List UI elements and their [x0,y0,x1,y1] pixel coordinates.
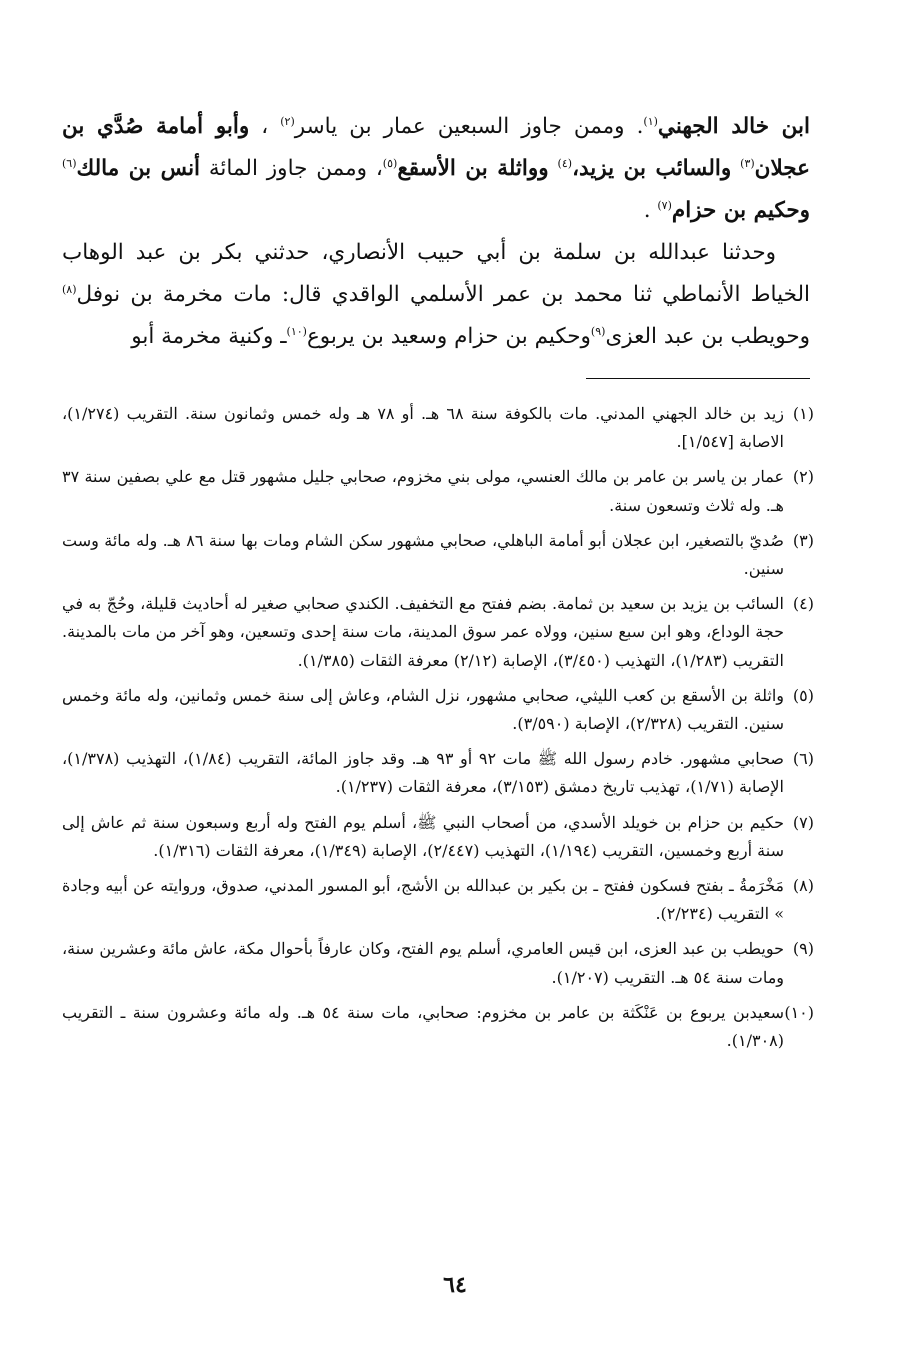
footnote-ref: (٨) [62,282,77,296]
footnote-ref: (٣) [740,156,755,170]
footnote-number: (٩) [792,939,815,959]
text-run: وحويطب بن عبد العزى [605,324,810,349]
footnote-10 [62,999,814,1055]
footnote-text: السائب بن يزيد بن سعيد بن ثمامة. بضم ففتح مع التخفيف. الكندي صحابي صغير له أحاديث قليلة، وحُجّ به في حجة الوداع، وهو ابن سبع سنين، وولاه عمر سوق المدينة، مات سنة إحدى وتسعين، وهو آخر من مات بالمدينة. التقريب (١/٢٨٣)، التهذيب (٣/٤٥٠)، الإصابة (٢/١٢) معرفة الثقات (١/٣٨٥). [62,594,785,670]
narrator-name: والسائب بن يزيد، [572,156,732,181]
footnote-text: صحابي مشهور. خادم رسول الله ﷺ مات ٩٢ أو ٩٣ هـ. وقد جاوز المائة، التقريب (١/٨٤)، التهذيب (١/٣٧٨)، الإصابة (١/٧١)، تهذيب تاريخ دمشق (٣/١٥٣)، معرفة الثقات (١/٢٣٧). [62,749,785,797]
footnote-ref: (٥) [382,156,398,170]
footnotes-section [62,400,814,1062]
footnote-ref: (١٠) [286,324,307,338]
footnote-number: (٣) [792,530,815,550]
footnote-2 [62,463,814,519]
footnote-number: (١٠) [784,1002,814,1022]
footnote-text: سعيدبن يربوع بن عَنْكَثة بن عامر بن مخزوم: صحابي، مات سنة ٥٤ هـ. وله مائة وعشرون سنة ـ التقريب (١/٣٠٨). [62,1002,784,1051]
footnote-text: صُديّ بالتصغير، ابن عجلان أبو أمامة الباهلي، صحابي مشهور سكن الشام ومات بها سنة ٨٦ هـ. وله مائة وست سنين. [62,530,785,579]
text-run: وحدثنا عبدالله بن سلمة بن أبي حبيب الأنصاري، حدثني بكر بن عبد الوهاب الخياط الأنماطي ثنا محمد بن عمر الأسلمي الواقدي قال: مات مخرمة بن نوفل [62,240,810,307]
footnote-number: (٤) [792,594,814,614]
footnote-4 [62,590,814,675]
footnote-number: (٨) [792,876,815,896]
text-run: وحكيم بن حزام وسعيد بن يربوع [306,324,591,349]
narrator-name: ابن خالد الجهني [657,114,810,139]
footnote-text: حويطب بن عبد العزى، ابن قيس العامري، أسلم يوم الفتح، وكان عارفاً بأحوال مكة، عاش مائة وعشرين سنة، ومات سنة ٥٤ هـ. التقريب (١/٢٠٧). [62,939,785,987]
footnote-text: مَخْرَمةُ ـ بفتح فسكون ففتح ـ بن بكير بن عبدالله بن الأشج، أبو المسور المدني، صدوق، وروايته عن أبيه وجادة » التقريب (٢/٢٣٤). [62,876,785,924]
footnote-7 [62,809,814,865]
narrator-name: وأبو أمامة صُدَّي بن عجلان [62,114,810,181]
narrator-name: وحكيم بن حزام [671,198,810,223]
text-run: . وممن جاوز السبعين عمار بن ياسر [294,114,644,139]
text-run [731,156,740,181]
footnote-number: (١) [792,404,815,423]
narrator-name: وواثلة بن الأسقع [397,156,549,181]
text-run: ـ وكنية مخرمة أبو [131,324,287,349]
footnote-number: (٦) [792,749,815,769]
footnote-5 [62,682,814,738]
narrator-name: أنس بن مالك [76,156,201,181]
text-run [549,156,558,181]
text-run: ، [249,114,281,139]
footnote-text: حكيم بن حزام بن خويلد الأسدي، من أصحاب النبي ﷺ، أسلم يوم الفتح وله أربع وسبعون سنة ثم عاش إلى سنة أربع وخمسين، التقريب (١/١٩٤)، التهذيب (٢/٤٤٧)، الإصابة (١/٣٤٩)، معرفة الثقات (١/٣١٦). [62,812,784,860]
footnote-ref: (٤) [557,156,573,170]
text-run: . [643,198,658,223]
footnote-ref: (١) [643,114,658,128]
footnote-number: (٢) [792,467,814,487]
footnote-9 [62,935,814,991]
footnote-1 [62,400,814,456]
page-number: ٦٤ [443,1272,467,1298]
footnote-ref: (٦) [62,156,77,170]
footnote-divider [586,378,810,379]
footnote-number: (٥) [792,685,814,705]
main-paragraph-2 [62,232,810,358]
footnote-text: واثلة بن الأسقع بن كعب الليثي، صحابي مشهور، نزل الشام، وعاش إلى سنة خمس وثمانين، وله مائة وخمس سنين. التقريب (٢/٣٢٨)، الإصابة (٣/٥٩٠). [62,685,784,734]
footnote-text: زيد بن خالد الجهني المدني. مات بالكوفة سنة ٦٨ هـ. أو ٧٨ هـ وله خمس وثمانون سنة. التقريب (١/٢٧٤)، الاصابة [١/٥٤٧]. [62,404,785,452]
footnote-3 [62,527,814,583]
footnote-8 [62,872,814,928]
footnote-text: عمار بن ياسر بن عامر بن مالك العنسي، مولى بني مخزوم، صحابي جليل مشهور قتل مع علي بصفين سنة ٣٧ هـ. وله ثلاث وتسعون سنة. [62,467,784,515]
main-text [62,106,810,358]
text-run: ، وممن جاوز المائة [200,156,383,181]
footnote-ref: (٩) [590,324,606,338]
footnote-ref: (٧) [657,198,672,212]
footnote-6 [62,745,814,801]
footnote-ref: (٢) [280,114,295,128]
main-paragraph-1 [62,106,810,232]
footnote-number: (٧) [792,812,814,832]
